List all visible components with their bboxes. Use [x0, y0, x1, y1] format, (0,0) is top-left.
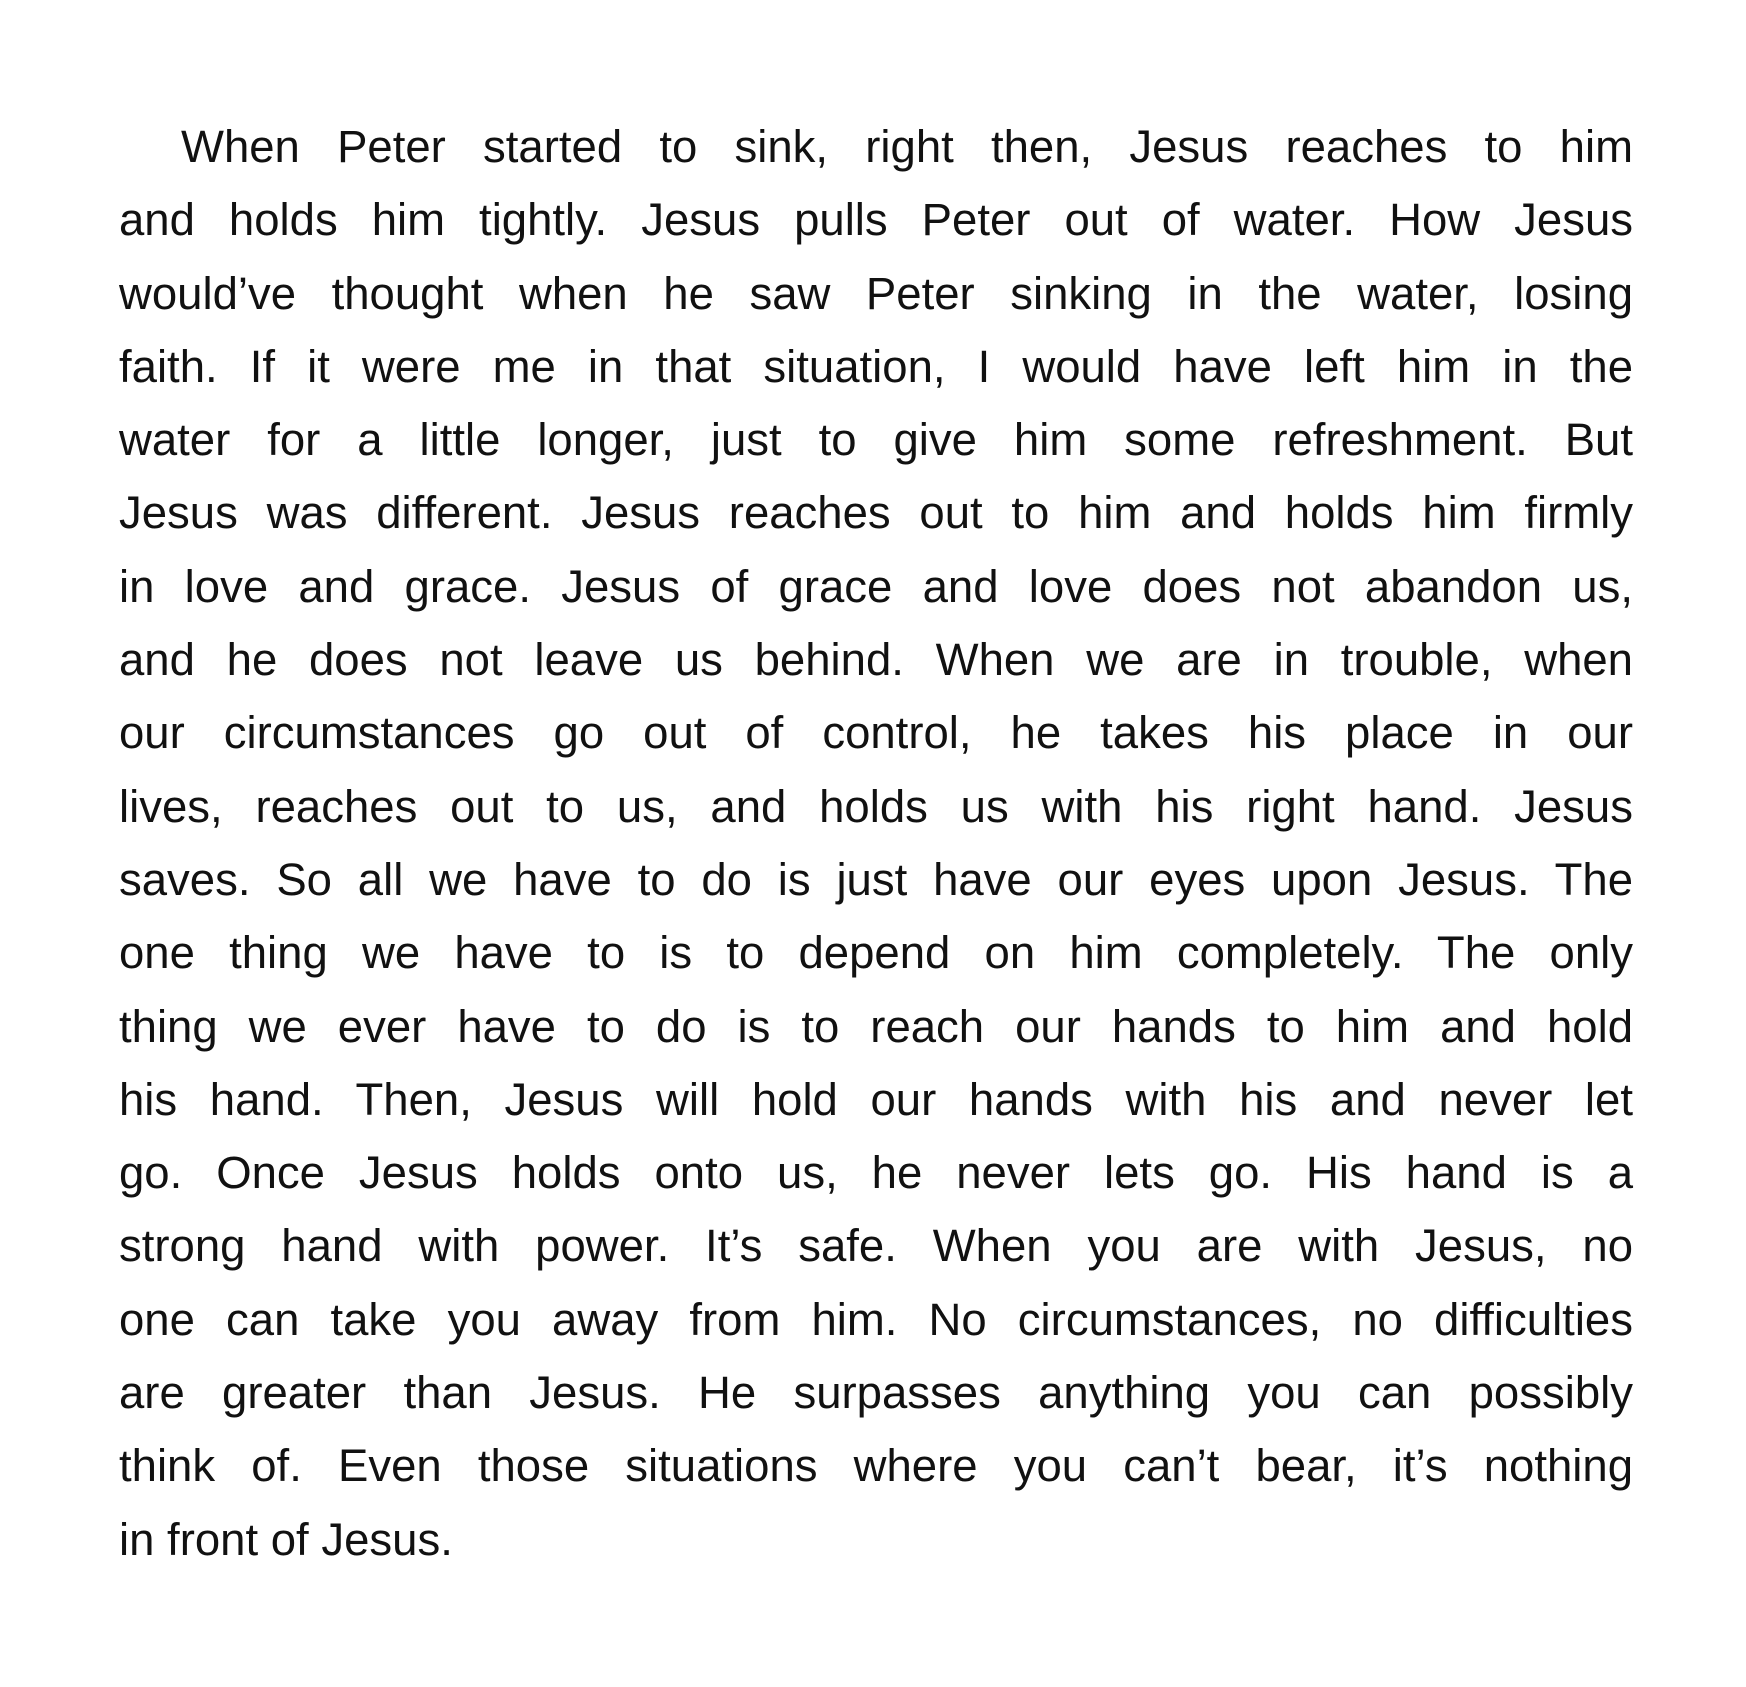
paragraph-line: faith. If it were me in that situation, I would have left him in the — [119, 340, 1633, 392]
paragraph-line: in front of Jesus. — [119, 1513, 453, 1565]
paragraph-line: his hand. Then, Jesus will hold our hands with his and never let — [119, 1073, 1633, 1125]
paragraph-line: lives, reaches out to us, and holds us with his right hand. Jesus — [119, 780, 1633, 832]
paragraph-line: When Peter started to sink, right then, Jesus reaches to him — [181, 121, 1633, 172]
body-paragraph — [119, 110, 1633, 1576]
paragraph-line: are greater than Jesus. He surpasses anything you can possibly — [119, 1367, 1633, 1419]
paragraph-line: one can take you away from him. No circumstances, no difficulties — [119, 1293, 1633, 1345]
paragraph-line: strong hand with power. It’s safe. When you are with Jesus, no — [119, 1220, 1633, 1272]
paragraph-line: in love and grace. Jesus of grace and love does not abandon us, — [119, 560, 1633, 612]
paragraph-line: Jesus was different. Jesus reaches out to him and holds him firmly — [119, 487, 1633, 539]
paragraph-line: saves. So all we have to do is just have our eyes upon Jesus. The — [119, 853, 1633, 905]
paragraph-line: and holds him tightly. Jesus pulls Peter out of water. How Jesus — [119, 194, 1633, 246]
paragraph-line: think of. Even those situations where you can’t bear, it’s nothing — [119, 1440, 1633, 1492]
paragraph-line: our circumstances go out of control, he takes his place in our — [119, 707, 1633, 759]
paragraph-line: would’ve thought when he saw Peter sinking in the water, losing — [119, 267, 1633, 319]
paragraph-line: and he does not leave us behind. When we are in trouble, when — [119, 634, 1633, 686]
paragraph-line: go. Once Jesus holds onto us, he never lets go. His hand is a — [119, 1147, 1633, 1199]
paragraph-line: water for a little longer, just to give him some refreshment. But — [119, 414, 1633, 466]
paragraph-line: thing we ever have to do is to reach our hands to him and hold — [119, 1000, 1633, 1052]
paragraph-line: one thing we have to is to depend on him completely. The only — [119, 927, 1633, 979]
